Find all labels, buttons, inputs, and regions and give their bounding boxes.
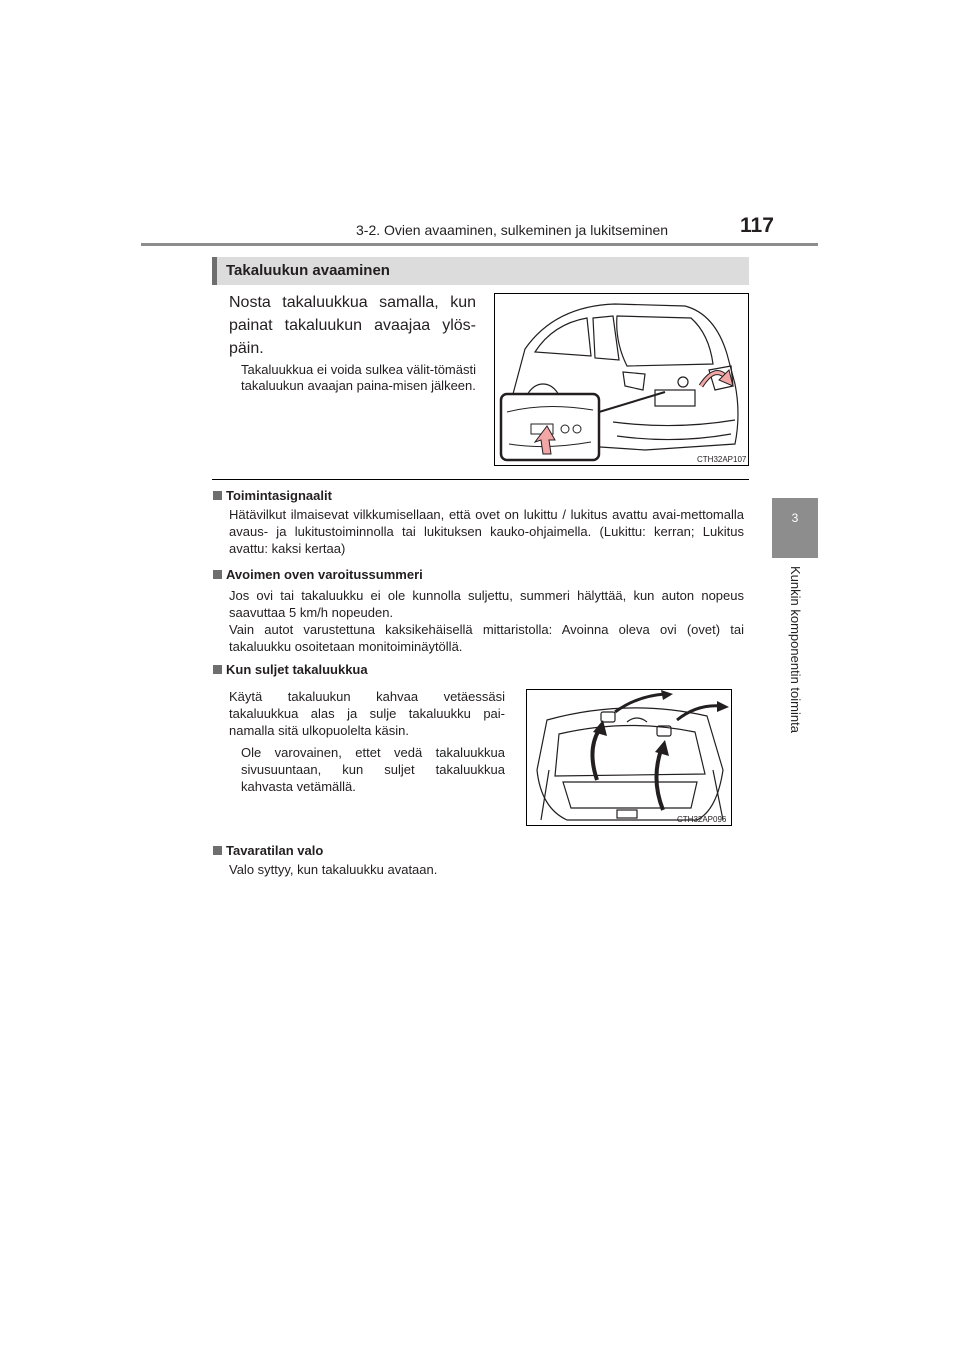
- section-heading: Takaluukun avaaminen: [226, 262, 390, 279]
- item-paragraph: Hätävilkut ilmaisevat vilkkumisellaan, että ovet on lukittu / lukitus avattu avai-mettomalla avaus- ja lukitustoiminnolla tai lukituksen kauko-ohjaimella. (Lukittu: kerran; Lukitus avattu: kaksi kertaa): [229, 507, 744, 556]
- item-paragraph: Jos ovi tai takaluukku ei ole kunnolla suljettu, summeri hälyttää, kun auton nopeus saavuttaa 5 km/h nopeuden.: [229, 588, 744, 620]
- figure-code: CTH32AP107: [697, 455, 747, 464]
- item-paragraph: Ole varovainen, ettet vedä takaluukkua sivusuuntaan, kun suljet takaluukkua kahvasta vetämällä.: [241, 745, 505, 794]
- item-heading: [213, 662, 368, 677]
- item-paragraph: Käytä takaluukun kahvaa vetäessäsi takaluukkua alas ja sulje takaluukku pai-namalla sitä ulkopuolelta käsin.: [229, 689, 505, 738]
- item-heading: [213, 843, 323, 858]
- item-heading-text: Kun suljet takaluukkua: [226, 662, 368, 677]
- section-heading-marker: [212, 257, 217, 285]
- car-rear-illustration: [495, 294, 748, 465]
- chapter-tab: [772, 498, 818, 558]
- item-paragraph: Valo syttyy, kun takaluukku avataan.: [229, 862, 438, 877]
- tailgate-interior-illustration: [527, 690, 731, 825]
- item-paragraph: Vain autot varustettuna kaksikehäisellä mittaristolla: Avoinna oleva ovi (ovet) tai takaluukku osoitetaan monitoiminäytöllä.: [229, 622, 744, 654]
- bullet-square-icon: [213, 846, 222, 855]
- instruction-text: Nosta takaluukkua samalla, kun painat takaluukun avaajaa ylös-päin.: [229, 294, 476, 357]
- bullet-square-icon: [213, 570, 222, 579]
- header-rule: [141, 243, 818, 246]
- instruction-note: Takaluukkua ei voida sulkea välit-tömästi takaluukun avaajan paina-misen jälkeen.: [241, 362, 476, 393]
- chapter-title: 3-2. Ovien avaaminen, sulkeminen ja lukitseminen: [356, 222, 669, 238]
- item-heading: [213, 567, 423, 582]
- figure-code: CTH32AP096: [677, 815, 727, 824]
- bullet-square-icon: [213, 665, 222, 674]
- section-heading-bar: [212, 257, 749, 285]
- bullet-square-icon: [213, 491, 222, 500]
- item-heading-text: Tavaratilan valo: [226, 843, 324, 858]
- chapter-tab-label: Kunkin komponentin toiminta: [788, 566, 803, 733]
- tailgate-opener-figure: [494, 293, 749, 466]
- page-number: 117: [740, 214, 774, 237]
- section-divider: [212, 479, 749, 480]
- tailgate-handle-figure: [526, 689, 732, 826]
- item-heading-text: Avoimen oven varoitussummeri: [226, 567, 423, 582]
- item-heading-text: Toimintasignaalit: [226, 488, 332, 503]
- chapter-tab-number: 3: [791, 511, 799, 525]
- item-heading: [213, 488, 332, 503]
